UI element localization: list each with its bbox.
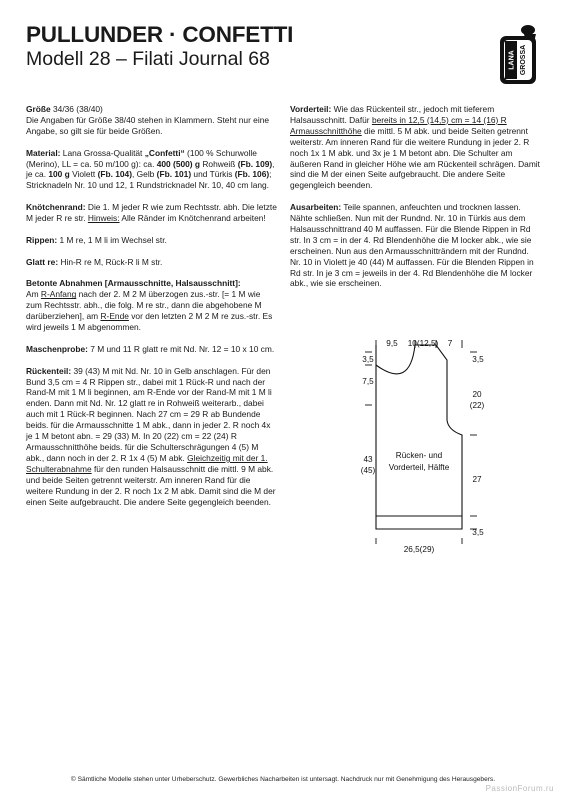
section-vorderteil [290, 104, 540, 191]
rueckenteil-text: für den runden Halsausschnitt die mittl. 9 M abk. und beide Seiten getrennt weiterstr. Am inneren Rand für die weitere Rundung in der 2. R noch 1x 2 M abk. Damit sind die M der einen Seite aufgebraucht. Die andere Seite gegengleich beenden. [26, 463, 276, 507]
hinweis-label: Hinweis: [87, 213, 120, 224]
maschenprobe-text: 7 M und 11 R glatt re mit Nd. Nr. 12 = 10 x 10 cm. [87, 343, 275, 354]
logo-text-lana: LANA [508, 50, 516, 70]
groesse-label: Größe [26, 104, 51, 114]
material-text: , je ca. [26, 158, 275, 180]
material-color-number: (Fb. 101) [156, 169, 192, 180]
material-text: (100 % Schurwolle (Merino), LL = ca. 50 m/100 g): ca. [26, 147, 257, 169]
page-header [26, 22, 506, 72]
right-label: (22) [469, 401, 485, 410]
section-rueckenteil [26, 366, 278, 508]
knoetchenrand-text: Alle Ränder im Knötchenrand arbeiten! [119, 213, 266, 224]
r-anfang: R-Anfang [40, 289, 77, 300]
bereits-note: bereits in 12,5 (14,5) cm = 14 (16) R Armausschnitthöhe [290, 114, 507, 136]
material-color-number: (Fb. 106) [234, 169, 270, 180]
ausarbeiten-text: Teile spannen, anfeuchten und trocknen lassen. Nähte schließen. Nun mit der Rundnd. Nr. 10 in Türkis aus dem Halsausschnittrand 40 M auffassen. Für die Blende Rippen in Rd str. In 3 cm = in der 4. Rd Blendenhöhe die M locker abk., wie sie erscheinen. Nun aus den Armausschnitträndern mit der Rundnd. Nr. 10 in Violett je 40 (44) M auffassen. Für die Blenden Rippen in Rd str. In je 3 cm = jeweils in der 4. Rd Blendenhöhe die M locker abk., wie sie erscheinen. [290, 202, 534, 289]
knoetchenrand-label: Knötchenrand: [26, 202, 86, 213]
section-glatt [26, 257, 278, 268]
page-subtitle: Modell 28 – Filati Journal 68 [26, 48, 270, 70]
abnahmen-text: nach der 2. M 2 M überzogen zus.-str. [= 1 M wie zum Rechtsstr. abh., die folg. M re str., dann die abgehobene M darüberziehen], am [26, 289, 262, 322]
material-amount: 400 (500) g [156, 158, 201, 169]
material-label: Material: [26, 147, 61, 158]
page-title: PULLUNDER · CONFETTI [26, 22, 294, 47]
glatt-label: Glatt re: [26, 256, 59, 267]
top-label: 9,5 [386, 339, 398, 348]
material-color-number: (Fb. 109) [237, 158, 273, 169]
bottom-label: 26,5(29) [403, 545, 435, 554]
left-label: 7,5 [362, 377, 374, 386]
r-ende: R-Ende [100, 311, 129, 322]
material-text: Rohweiß [200, 158, 238, 169]
right-label: 3,5 [472, 355, 484, 364]
lana-grossa-logo [496, 22, 540, 88]
vorderteil-text: Wie das Rückenteil str., jedoch mit tieferem Halsausschnitt. Dafür [290, 104, 495, 125]
footer-copyright: © Sämtliche Modelle stehen unter Urheberschutz. Gewerbliches Nacharbeiten ist untersagt. Nachdruck nur mit Genehmigung des Herausgebers. [70, 776, 496, 783]
material-text: ; Stricknadeln Nr. 10 und 12, 1 Rundstricknadel Nr. 10, 40 cm lang. [26, 169, 272, 191]
vorderteil-label: Vorderteil: [290, 104, 332, 114]
material-text: und Türkis [191, 169, 235, 180]
groesse-value: 34/36 (38/40) [50, 104, 103, 114]
maschenprobe-label: Maschenprobe: [26, 343, 88, 354]
material-quality: „Confetti“ [144, 147, 185, 158]
center-label: Rücken- und [395, 451, 443, 460]
material-amount: 100 g [48, 169, 70, 180]
left-label: 43 [363, 455, 373, 464]
section-groesse [26, 104, 278, 137]
section-ausarbeiten [290, 202, 540, 289]
right-label: 27 [472, 475, 482, 484]
garment-outline [376, 345, 462, 529]
knoetchenrand-text: Die 1. M jeder R wie zum Rechtsstr. abh. Die letzte M jeder R re str. [26, 202, 277, 224]
center-label: Vorderteil, Hälfte [388, 463, 450, 472]
material-text: , Gelb [132, 169, 157, 180]
gleichzeitig-note: Gleichzeitig mit der 1. Schulterabnahme [26, 452, 268, 474]
rippen-label: Rippen: [26, 234, 58, 245]
groesse-text: Die Angaben für Größe 38/40 stehen in Klammern. Steht nur eine Angabe, so gilt sie für beide Größen. [26, 114, 270, 136]
rueckenteil-label: Rückenteil: [26, 365, 72, 376]
top-label: 7 [447, 339, 453, 348]
top-label: 10(12,5) [407, 339, 439, 348]
abnahmen-label: Betonte Abnahmen [Armausschnitte, Halsausschnitt]: [26, 278, 241, 289]
section-maschenprobe [26, 344, 278, 355]
glatt-text: Hin-R re M, Rück-R li M str. [58, 256, 163, 267]
abnahmen-text: Am [26, 289, 41, 300]
section-material [26, 148, 278, 192]
material-text: Lana Grossa-Qualität [60, 147, 145, 158]
left-label: 3,5 [362, 355, 374, 364]
right-label: 20 [472, 390, 482, 399]
right-column [290, 104, 540, 300]
rippen-text: 1 M re, 1 M li im Wechsel str. [57, 234, 167, 245]
vorderteil-text: die mittl. 5 M abk. und beide Seiten getrennt weiterstr. Am inneren Rand für die weitere Rundung in jeder 2. R noch 1x 1 M abk. und 3x je 1 M betont abn. Die Schulter am äußeren Rand in gleicher Höhe wie am Rückenteil schrägen. Damit sind die M der einen Seite aufgebraucht. Die andere Seite gegengleich beenden. [290, 125, 540, 191]
section-rippen [26, 235, 278, 246]
schematic-diagram [330, 330, 530, 560]
abnahmen-text: vor den letzten 2 M 2 M re zus.-str. Es wird jeweils 1 M abgenommen. [26, 311, 273, 333]
section-knoetchenrand [26, 202, 278, 224]
watermark: PassionForum.ru [485, 784, 554, 793]
rueckenteil-text: 39 (43) M mit Nd. Nr. 10 in Gelb anschlagen. Für den Bund 3,5 cm = 4 R Rippen str., dabei mit 1 Rück-R und nach der Rand-M mit 1 M li beginnen, am R-Ende vor der Rand-M mit 1 M li enden. Dann mit Nd. Nr. 12 glatt re in Rohweiß weiterarb., dabei auch mit 1 Rück-R beginnen. Nach 27 cm = 29 R ab Bundende beids. für die Armausschnitte 1 M abk., dann in jeder 2. R noch 4x je 1 M betont abn. = 29 (33) M. In 20 (22) cm = 22 (24) R Armausschnitthöhe beids. für die Schulterschrägungen 4 (5) M abk., dann noch in der 2. R 1x 4 (5) M abk. [26, 365, 272, 463]
left-label: (45) [360, 466, 376, 475]
logo-text-grossa: GROSSA [520, 44, 527, 76]
left-column [26, 104, 278, 518]
right-label: 3,5 [472, 528, 484, 537]
material-color-number: (Fb. 104) [97, 169, 132, 180]
material-text: Violett [69, 169, 98, 180]
section-abnahmen [26, 278, 278, 333]
ausarbeiten-label: Ausarbeiten: [290, 202, 342, 213]
